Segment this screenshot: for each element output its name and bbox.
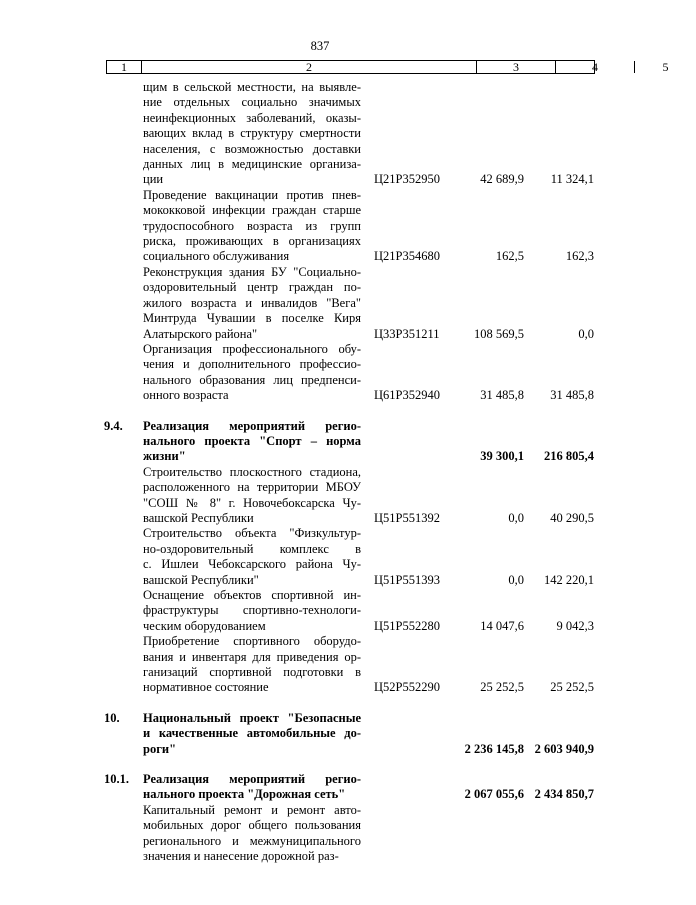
- description-line: мобильных дорог общего пользования: [143, 818, 361, 833]
- row-number: 10.: [104, 710, 120, 725]
- description-line: ции: [143, 172, 164, 187]
- description-line: Реализация мероприятий регио-: [143, 772, 361, 787]
- description-line: риска, проживающих в организациях: [143, 234, 361, 249]
- description-line: расположенного на территории МБОУ: [143, 480, 361, 495]
- description-line: нального образования лиц предпенси-: [143, 372, 361, 387]
- table-row: [0, 634, 640, 696]
- header-col-3: 3: [477, 61, 556, 73]
- amount-col-4: 31 485,8: [480, 388, 524, 403]
- description-line: но-оздоровительный комплекс в: [143, 541, 361, 556]
- description-line: фраструктуры спортивно-технологи-: [143, 603, 361, 618]
- description-line: Национальный проект "Безопасные: [143, 710, 361, 725]
- row-description: [143, 465, 361, 527]
- table-row: [0, 803, 640, 865]
- amount-col-5: 11 324,1: [550, 172, 594, 187]
- description-line: ганизаций спортивной подготовки в: [143, 665, 361, 680]
- description-line: с. Ишлеи Чебоксарского района Чу-: [143, 557, 361, 572]
- budget-code: Ц51Р552280: [374, 618, 440, 633]
- budget-code: Ц21Р354680: [374, 249, 440, 264]
- row-description: [143, 803, 361, 865]
- description-line: Организация профессионального обу-: [143, 341, 361, 356]
- table-row: [0, 465, 640, 527]
- amount-col-5: 25 252,5: [550, 680, 594, 695]
- description-line: вания и инвентаря для приведения ор-: [143, 649, 361, 664]
- row-description: [143, 188, 361, 265]
- row-number: 10.1.: [104, 772, 129, 787]
- amount-col-4: 2 236 145,8: [464, 741, 524, 756]
- description-line: ние отдельных социально значимых: [143, 95, 361, 110]
- row-description: [143, 526, 361, 588]
- amount-col-5: 2 434 850,7: [534, 787, 594, 802]
- header-col-5: 5: [662, 60, 669, 74]
- row-description: [143, 588, 361, 634]
- description-line: Строительство объекта "Физкультур-: [143, 526, 361, 541]
- row-description: [143, 265, 361, 342]
- description-line: Приобретение спортивного оборудо-: [143, 634, 361, 649]
- table-row: [0, 588, 640, 634]
- description-line: ческим оборудованием: [143, 618, 266, 633]
- budget-code: Ц61Р352940: [374, 388, 440, 403]
- description-line: вающих вклад в структуру смертности: [143, 126, 361, 141]
- amount-col-4: 39 300,1: [480, 449, 524, 464]
- description-line: Проведение вакцинации против пнев-: [143, 187, 361, 202]
- description-line: щим в сельской местности, на выявле-: [143, 80, 361, 94]
- table-row: [0, 265, 640, 342]
- row-description: [143, 772, 361, 803]
- budget-code: Ц51Р551393: [374, 572, 440, 587]
- table-header: [106, 60, 669, 74]
- description-line: социального обслуживания: [143, 249, 290, 264]
- description-line: значения и нанесение дорожной раз-: [143, 849, 339, 864]
- header-col-1: 1: [107, 61, 142, 73]
- description-line: вашской Республики: [143, 510, 254, 525]
- amount-col-5: 0,0: [578, 326, 594, 341]
- amount-col-5: 31 485,8: [550, 388, 594, 403]
- header-col-2: 2: [142, 61, 477, 73]
- amount-col-4: 25 252,5: [480, 680, 524, 695]
- amount-col-4: 42 689,9: [480, 172, 524, 187]
- description-line: трудоспособного возраста из групп: [143, 218, 361, 233]
- amount-col-4: 0,0: [508, 510, 524, 525]
- row-description: [143, 342, 361, 404]
- table-row: [0, 188, 640, 265]
- description-line: оздоровительный центр граждан по-: [143, 280, 361, 295]
- description-line: неинфекционных заболеваний, оказы-: [143, 110, 361, 125]
- description-line: мококковой инфекции граждан старше: [143, 203, 361, 218]
- page-number: 837: [310, 39, 330, 53]
- description-line: нормативное состояние: [143, 680, 269, 695]
- row-number: 9.4.: [104, 418, 123, 433]
- table-body: [0, 80, 640, 865]
- amount-col-4: 0,0: [508, 572, 524, 587]
- table-row: [0, 80, 640, 188]
- description-line: Реконструкция здания БУ "Социально-: [143, 264, 361, 279]
- budget-code: Ц33Р351211: [374, 326, 440, 341]
- description-line: населения, с возможностью доставки: [143, 141, 361, 156]
- budget-code: Ц21Р352950: [374, 172, 440, 187]
- row-description: [143, 711, 361, 757]
- amount-col-5: 142 220,1: [544, 572, 594, 587]
- description-line: чения и дополнительного профессио-: [143, 357, 361, 372]
- row-description: [143, 419, 361, 465]
- row-description: [143, 634, 361, 696]
- table-row: [0, 526, 640, 588]
- description-line: и качественные автомобильные до-: [143, 726, 361, 741]
- description-line: онного возраста: [143, 388, 229, 403]
- description-line: нального проекта "Спорт – норма: [143, 433, 361, 448]
- description-line: вашской Республики": [143, 572, 259, 587]
- budget-code: Ц51Р551392: [374, 510, 440, 525]
- amount-col-4: 162,5: [495, 249, 524, 264]
- description-line: регионального и межмуниципального: [143, 833, 361, 848]
- description-line: Минтруда Чувашии в поселке Киря: [143, 311, 361, 326]
- table-row: [0, 342, 640, 404]
- amount-col-4: 108 569,5: [474, 326, 524, 341]
- amount-col-5: 9 042,3: [556, 618, 594, 633]
- amount-col-5: 162,3: [565, 249, 594, 264]
- description-line: Реализация мероприятий регио-: [143, 418, 361, 433]
- table-row: [0, 772, 640, 803]
- budget-code: Ц52Р552290: [374, 680, 440, 695]
- header-col-4: 4: [556, 61, 635, 73]
- amount-col-5: 216 805,4: [544, 449, 594, 464]
- table-row: [0, 419, 640, 465]
- amount-col-4: 2 067 055,6: [464, 787, 524, 802]
- amount-col-5: 2 603 940,9: [534, 741, 594, 756]
- row-description: [143, 80, 361, 188]
- description-line: жилого возраста и инвалидов "Вега": [143, 295, 361, 310]
- table-row: [0, 711, 640, 757]
- description-line: нального проекта "Дорожная сеть": [143, 787, 346, 802]
- description-line: Строительство плоскостного стадиона,: [143, 464, 361, 479]
- description-line: Капитальный ремонт и ремонт авто-: [143, 802, 361, 817]
- description-line: Оснащение объектов спортивной ин-: [143, 588, 361, 602]
- description-line: данных лиц в медицинские организа-: [143, 157, 361, 172]
- description-line: роги": [143, 741, 177, 756]
- amount-col-5: 40 290,5: [550, 510, 594, 525]
- description-line: жизни": [143, 449, 186, 464]
- description-line: Алатырского района": [143, 326, 258, 341]
- description-line: "СОШ № 8" г. Новочебоксарска Чу-: [143, 495, 361, 510]
- amount-col-4: 14 047,6: [480, 618, 524, 633]
